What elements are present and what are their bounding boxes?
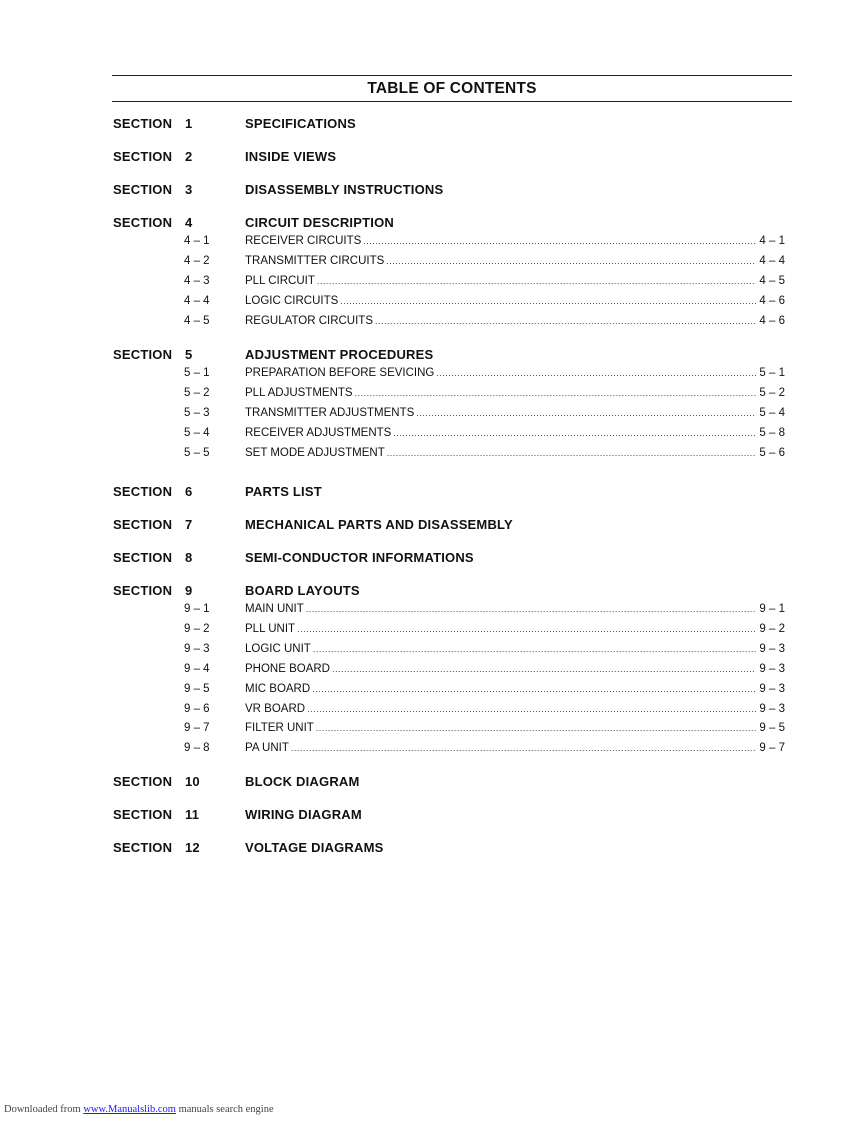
subsection-entry xyxy=(245,742,785,754)
subsection-title: PHONE BOARD xyxy=(245,662,330,675)
subsection-title: LOGIC UNIT xyxy=(245,642,311,655)
subsection-row[interactable] xyxy=(0,275,866,291)
subsection-row[interactable] xyxy=(0,742,866,758)
subsection-title: PA UNIT xyxy=(245,742,289,755)
section-row[interactable] xyxy=(0,774,866,792)
page-number: 5 – 1 xyxy=(759,367,785,379)
section-number: 5 xyxy=(185,347,193,362)
section-label: SECTION xyxy=(113,182,173,197)
subsection-row[interactable] xyxy=(0,407,866,423)
subsection-entry xyxy=(245,295,785,307)
section-title: SEMI-CONDUCTOR INFORMATIONS xyxy=(245,550,474,565)
page-number: 4 – 6 xyxy=(759,294,785,307)
footer-prefix: Downloaded from xyxy=(4,1104,81,1115)
subsection-entry xyxy=(245,663,785,675)
dot-leader xyxy=(416,408,756,418)
page-number: 4 – 4 xyxy=(759,254,785,267)
section-label: SECTION xyxy=(113,149,173,164)
page-number: 9 – 3 xyxy=(759,642,785,655)
subsection-row[interactable] xyxy=(0,295,866,311)
section-row[interactable] xyxy=(0,347,866,365)
subsection-entry xyxy=(245,603,785,615)
subsection-number: 5 – 4 xyxy=(184,426,210,439)
section-label: SECTION xyxy=(113,484,173,499)
subsection-entry xyxy=(245,387,785,399)
section-label: SECTION xyxy=(113,550,173,565)
dot-leader xyxy=(297,624,756,634)
section-label: SECTION xyxy=(113,116,173,131)
section-number: 11 xyxy=(185,807,200,822)
page-number: 9 – 7 xyxy=(759,742,785,755)
subsection-row[interactable] xyxy=(0,447,866,463)
subsection-title: RECEIVER ADJUSTMENTS xyxy=(245,426,392,439)
page-number: 4 – 5 xyxy=(759,274,785,287)
subsection-title: PLL UNIT xyxy=(245,622,296,635)
dot-leader xyxy=(307,704,756,714)
dot-leader xyxy=(312,684,756,694)
subsection-number: 4 – 4 xyxy=(184,294,210,307)
download-footer xyxy=(4,1104,274,1115)
subsection-title: SET MODE ADJUSTMENT xyxy=(245,446,385,459)
section-number: 2 xyxy=(185,149,193,164)
page-number: 5 – 8 xyxy=(759,426,785,439)
subsection-number: 5 – 2 xyxy=(184,386,210,399)
subsection-number: 9 – 3 xyxy=(184,642,210,655)
section-title: SPECIFICATIONS xyxy=(245,116,356,131)
subsection-row[interactable] xyxy=(0,722,866,738)
subsection-number: 9 – 6 xyxy=(184,702,210,715)
manualslib-link[interactable]: www.Manualslib.com xyxy=(83,1104,176,1115)
dot-leader xyxy=(317,276,757,286)
subsection-entry xyxy=(245,367,785,379)
subsection-number: 9 – 5 xyxy=(184,682,210,695)
subsection-title: TRANSMITTER ADJUSTMENTS xyxy=(245,406,415,419)
section-number: 7 xyxy=(185,517,193,532)
subsection-row[interactable] xyxy=(0,367,866,383)
page-number: 9 – 1 xyxy=(759,603,785,615)
section-row[interactable] xyxy=(0,182,866,200)
subsection-entry xyxy=(245,643,785,655)
subsection-entry xyxy=(245,255,785,267)
subsection-number: 4 – 1 xyxy=(184,235,210,247)
section-title: VOLTAGE DIAGRAMS xyxy=(245,840,384,855)
section-label: SECTION xyxy=(113,840,173,855)
section-row[interactable] xyxy=(0,807,866,825)
subsection-row[interactable] xyxy=(0,255,866,271)
subsection-entry xyxy=(245,623,785,635)
subsection-title: REGULATOR CIRCUITS xyxy=(245,314,374,327)
page-number: 9 – 5 xyxy=(759,722,785,735)
section-row[interactable] xyxy=(0,550,866,568)
page-number: 4 – 6 xyxy=(759,314,785,327)
subsection-title: VR BOARD xyxy=(245,702,306,715)
section-row[interactable] xyxy=(0,840,866,858)
subsection-row[interactable] xyxy=(0,683,866,699)
subsection-row[interactable] xyxy=(0,387,866,403)
section-number: 1 xyxy=(185,116,193,131)
dot-leader xyxy=(436,368,756,378)
subsection-row[interactable] xyxy=(0,427,866,443)
subsection-entry xyxy=(245,447,785,459)
subsection-number: 9 – 4 xyxy=(184,662,210,675)
subsection-title: TRANSMITTER CIRCUITS xyxy=(245,254,385,267)
page-number: 9 – 3 xyxy=(759,702,785,715)
section-label: SECTION xyxy=(113,215,173,230)
page-number: 9 – 2 xyxy=(759,622,785,635)
subsection-title: PLL ADJUSTMENTS xyxy=(245,386,353,399)
subsection-number: 9 – 2 xyxy=(184,622,210,635)
section-row[interactable] xyxy=(0,149,866,167)
section-label: SECTION xyxy=(113,807,173,822)
section-row[interactable] xyxy=(0,517,866,535)
subsection-number: 5 – 1 xyxy=(184,367,210,379)
page-number: 9 – 3 xyxy=(759,682,785,695)
section-title: INSIDE VIEWS xyxy=(245,149,337,164)
subsection-title: LOGIC CIRCUITS xyxy=(245,294,339,307)
subsection-entry xyxy=(245,427,785,439)
section-title: PARTS LIST xyxy=(245,484,322,499)
section-number: 12 xyxy=(185,840,200,855)
subsection-entry xyxy=(245,407,785,419)
section-label: SECTION xyxy=(113,517,173,532)
subsection-entry xyxy=(245,703,785,715)
section-row[interactable] xyxy=(0,215,866,233)
subsection-row[interactable] xyxy=(0,603,866,619)
dot-leader xyxy=(375,316,756,326)
page-number: 4 – 1 xyxy=(759,235,785,247)
section-number: 3 xyxy=(185,182,193,197)
subsection-number: 5 – 3 xyxy=(184,406,210,419)
dot-leader xyxy=(387,448,757,458)
section-row[interactable] xyxy=(0,116,866,134)
section-title: BLOCK DIAGRAM xyxy=(245,774,360,789)
dot-leader xyxy=(332,664,756,674)
dot-leader xyxy=(291,743,757,753)
section-title: DISASSEMBLY INSTRUCTIONS xyxy=(245,182,444,197)
subsection-entry xyxy=(245,235,785,247)
page-number: 5 – 6 xyxy=(759,446,785,459)
section-title: BOARD LAYOUTS xyxy=(245,583,360,598)
subsection-entry xyxy=(245,722,785,734)
subsection-number: 4 – 3 xyxy=(184,274,210,287)
page-title: TABLE OF CONTENTS xyxy=(367,80,537,97)
subsection-row[interactable] xyxy=(0,235,866,251)
section-label: SECTION xyxy=(113,774,173,789)
section-number: 6 xyxy=(185,484,193,499)
dot-leader xyxy=(313,644,757,654)
subsection-number: 4 – 2 xyxy=(184,254,210,267)
subsection-title: MAIN UNIT xyxy=(245,603,304,615)
subsection-row[interactable] xyxy=(0,643,866,659)
dot-leader xyxy=(363,236,756,246)
page-number: 9 – 3 xyxy=(759,662,785,675)
subsection-entry xyxy=(245,683,785,695)
subsection-entry xyxy=(245,275,785,287)
page-number: 5 – 2 xyxy=(759,386,785,399)
section-row[interactable] xyxy=(0,583,866,601)
subsection-number: 5 – 5 xyxy=(184,446,210,459)
section-number: 8 xyxy=(185,550,193,565)
page-number: 5 – 4 xyxy=(759,406,785,419)
subsection-number: 4 – 5 xyxy=(184,314,210,327)
subsection-number: 9 – 8 xyxy=(184,742,210,755)
subsection-title: FILTER UNIT xyxy=(245,722,314,735)
dot-leader xyxy=(316,723,757,733)
dot-leader xyxy=(340,296,756,306)
subsection-title: MIC BOARD xyxy=(245,682,311,695)
section-number: 10 xyxy=(185,774,200,789)
dot-leader xyxy=(355,388,757,398)
section-title: CIRCUIT DESCRIPTION xyxy=(245,215,394,230)
subsection-row[interactable] xyxy=(0,663,866,679)
section-title: ADJUSTMENT PROCEDURES xyxy=(245,347,434,362)
subsection-title: RECEIVER CIRCUITS xyxy=(245,235,362,247)
section-row[interactable] xyxy=(0,484,866,502)
subsection-row[interactable] xyxy=(0,623,866,639)
section-title: MECHANICAL PARTS AND DISASSEMBLY xyxy=(245,517,513,532)
subsection-row[interactable] xyxy=(0,315,866,331)
subsection-title: PLL CIRCUIT xyxy=(245,274,315,287)
dot-leader xyxy=(393,428,756,438)
subsection-title: PREPARATION BEFORE SEVICING xyxy=(245,367,435,379)
section-number: 4 xyxy=(185,215,193,230)
subsection-number: 9 – 7 xyxy=(184,722,210,735)
section-title: WIRING DIAGRAM xyxy=(245,807,362,822)
section-label: SECTION xyxy=(113,583,173,598)
footer-suffix: manuals search engine xyxy=(178,1104,274,1115)
dot-leader xyxy=(386,256,756,266)
subsection-row[interactable] xyxy=(0,703,866,719)
dot-leader xyxy=(306,604,757,614)
section-number: 9 xyxy=(185,583,193,598)
section-label: SECTION xyxy=(113,347,173,362)
subsection-number: 9 – 1 xyxy=(184,603,210,615)
subsection-entry xyxy=(245,315,785,327)
